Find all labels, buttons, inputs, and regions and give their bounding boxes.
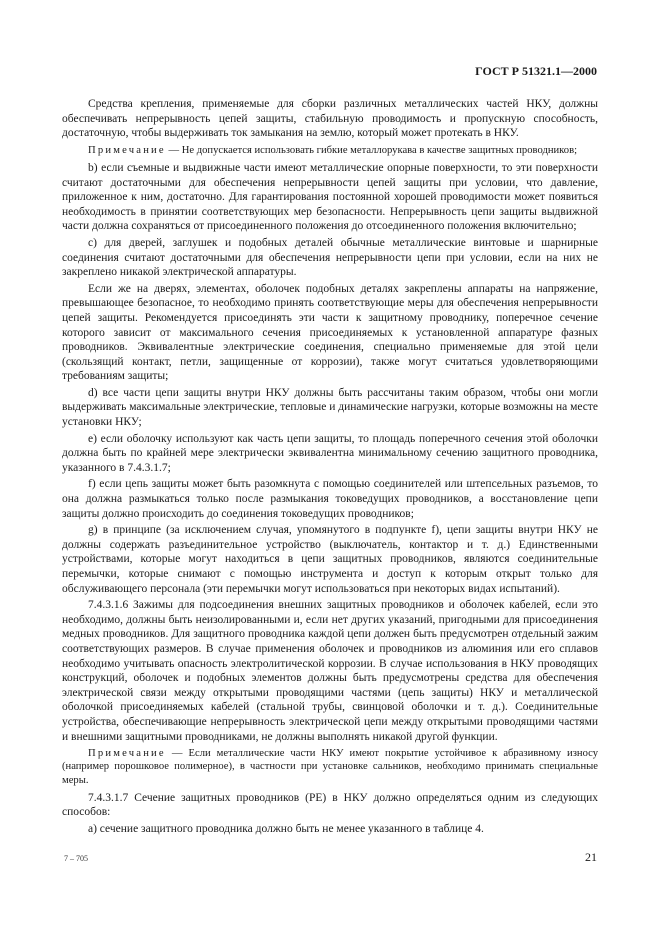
paragraph: Средства крепления, применяемые для сборки различных металлических частей НКУ, должны обеспечивать непрерывность цепей защиты, стабильную проводимость и пропускную способность, достаточную, чтобы выдерживать ток замыкания на землю, который может протекать в НКУ. xyxy=(62,98,598,140)
page-number: 21 xyxy=(585,850,597,864)
paragraph: e) если оболочку используют как часть цепи защиты, то площадь поперечного сечения этой оболочки должна быть по крайней мере электрически эквивалентна минимальному сечению защитного проводника, указанного в 7.4.3.1.7; xyxy=(62,432,598,474)
document-body xyxy=(62,97,598,839)
paragraph: 7.4.3.1.7 Сечение защитных проводников (PE) в НКУ должно определяться одним из следующих способов: xyxy=(62,791,598,819)
print-code: 7 – 705 xyxy=(64,854,88,863)
note xyxy=(62,747,598,787)
paragraph: g) в принципе (за исключением случая, упомянутого в подпункте f), цепи защиты внутри НКУ не должны содержать разъединительное устройство (выключатель, контактор и т. д.) Единственными устройствами, которые могут находиться в цепи защитных проводников, являются соединительные перемычки, которые снимают с помощью инструмента и доступ к которым открыт только для обслуживающего персонала (эти перемычки могут использоваться при некоторых видах испытаний). xyxy=(62,524,598,595)
paragraph: c) для дверей, заглушек и подобных деталей обычные металлические винтовые и шарнирные соединения считают достаточными для обеспечения непрерывности цепи при условии, если на них не закреплено никакой электрической аппаратуры. xyxy=(62,236,598,279)
note-label: Примечание xyxy=(88,748,166,760)
paragraph: f) если цепь защиты может быть разомкнута с помощью соединителей или штепсельных разъемов, то она должна размыкаться только после размыкания токоведущих проводников, а восстановление цепи защиты должно происходить до соединения токоведущих проводников; xyxy=(62,478,598,520)
note-label: Примечание xyxy=(88,144,166,156)
paragraph: d) все части цепи защиты внутри НКУ должны быть рассчитаны таким образом, чтобы они могли выдерживать максимальные электрические, тепловые и динамические нагрузки, которые возможны на месте установки НКУ; xyxy=(62,386,598,429)
note-text: — Если металлические части НКУ имеют покрытие устойчивое к абразивному износу (например порошковое полимерное), в частности при установке сальников, необходимо принимать специальные меры. xyxy=(62,748,599,786)
paragraph: Если же на дверях, элементах, оболочек подобных деталях закреплены аппараты на напряжение, превышающее безопасное, то необходимо принять соответствующие меры для обеспечения непрерывности цепей защиты. Рекомендуется присоединять эти части к защитному проводнику, поперечное сечение которого зависит от максимального сечения присоединяемых к установленной аппаратуре фазных проводников. Эквивалентные электрические соединения, специально применяемые для этой цели (скользящий контакт, петли, защищенные от коррозии), также могут считаться удовлетворяющими требованиям защиты; xyxy=(62,282,598,383)
paragraph: 7.4.3.1.6 Зажимы для подсоединения внешних защитных проводников и оболочек кабелей, если это необходимо, должны быть неизолированными и, если нет других указаний, пригодными для присоединения медных проводников. Для защитного проводника каждой цепи должен быть предусмотрен отдельный зажим соответствующих размеров. В случае применения оболочек и проводников из алюминия или его сплавов необходимо учитывать опасность электролитической коррозии. В случае использования в НКУ проводящих конструкций, оболочек и подобных элементов должны быть предусмотрены средства для обеспечения электрической связи между открытыми проводящими частями (цепь защиты) НКУ и металлической оболочкой присоединяемых кабелей (стальной трубы, свинцовой оболочки и т. д.). Соединительные устройства, обеспечивающие непрерывность электрической цепи между открытыми проводящими частями и внешними защитными проводниками, не должны выполнять никакой другой функции. xyxy=(62,599,598,743)
note-text: — Не допускается использовать гибкие металлорукава в качестве защитных проводников; xyxy=(168,144,578,156)
paragraph: а) сечение защитного проводника должно быть не менее указанного в таблице 4. xyxy=(88,822,484,835)
standard-header: ГОСТ Р 51321.1—2000 xyxy=(475,64,597,78)
note xyxy=(62,144,598,157)
paragraph: b) если съемные и выдвижные части имеют металлические опорные поверхности, то эти поверхности считают достаточными для обеспечения непрерывности цепей защиты при условии, что давление, приложенное к ним, достаточно. Для гарантирования постоянной хорошей проводимости может появиться необходимость в принятии соответствующих мер безопасности. Непрерывность цепи защиты выдвижной части должна сохраняться от присоединенного положения до отсоединенного положения включительно; xyxy=(62,161,598,233)
